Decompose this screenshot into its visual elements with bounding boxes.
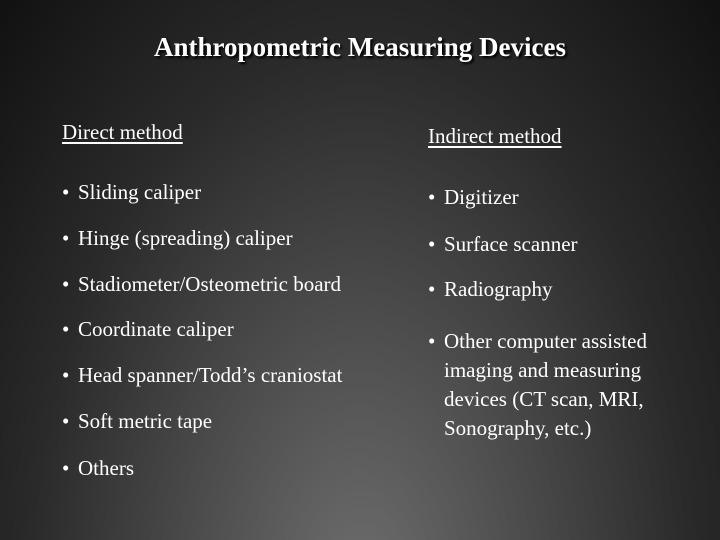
list-item-line: devices (CT scan, MRI,: [444, 387, 644, 411]
list-item: • Others: [62, 456, 134, 480]
list-item: • Sliding caliper: [62, 180, 202, 204]
list-item: • Surface scanner: [428, 232, 578, 256]
list-item: • Soft metric tape: [62, 409, 213, 433]
list-item: • Head spanner/Todd’s craniostat: [62, 363, 343, 387]
list-item-line: Sonography, etc.): [444, 416, 592, 440]
list-item: • Radiography: [428, 277, 553, 301]
slide-title: Anthropometric Measuring Devices: [154, 32, 566, 62]
list-item: • Hinge (spreading) caliper: [62, 226, 293, 250]
list-item: • Coordinate caliper: [62, 317, 234, 341]
list-item: • Other computer assisted imaging and measuring devices (CT scan, MRI, Sonography, etc.): [428, 327, 647, 443]
list-item: • Digitizer: [428, 185, 519, 209]
list-item: • Stadiometer/Osteometric board: [62, 272, 342, 296]
list-item-line: imaging and measuring: [444, 358, 642, 382]
direct-method-heading: Direct method: [62, 120, 183, 144]
list-item-line: Other computer assisted: [444, 329, 647, 353]
indirect-method-heading: Indirect method: [428, 124, 562, 148]
